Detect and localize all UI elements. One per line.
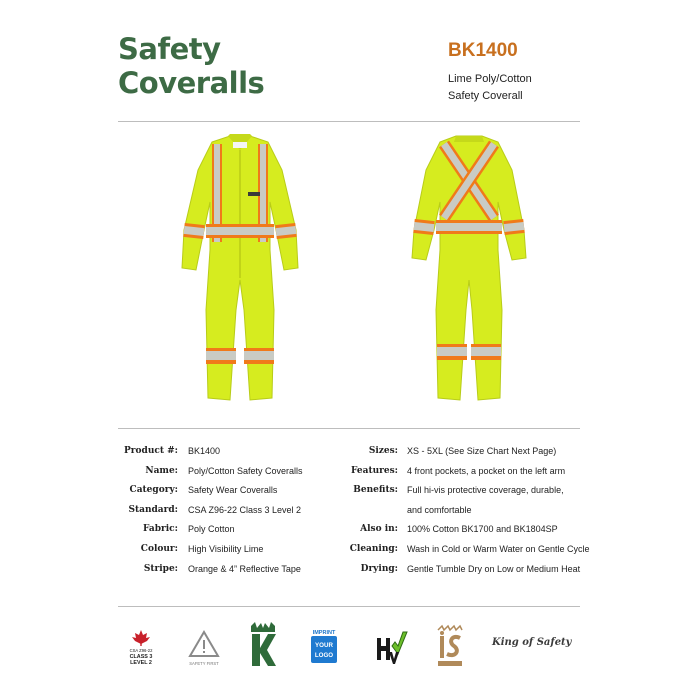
is-brand-logo bbox=[434, 624, 466, 668]
subtitle-line-1: Lime Poly/Cotton bbox=[448, 73, 532, 85]
spec-value: High Visibility Lime bbox=[188, 543, 264, 554]
spec-value: Full hi-vis protective coverage, durable, bbox=[407, 485, 564, 496]
spec-value: CSA Z96-22 Class 3 Level 2 bbox=[188, 504, 302, 515]
spec-row bbox=[118, 485, 348, 505]
imprint-line-3: LOGO bbox=[314, 652, 334, 659]
specs-right bbox=[336, 446, 590, 583]
spec-label: Colour: bbox=[140, 543, 178, 554]
page-title bbox=[118, 32, 264, 100]
divider-bottom bbox=[118, 606, 580, 607]
spec-label: Fabric: bbox=[143, 524, 178, 535]
specs-left bbox=[118, 446, 348, 583]
spec-row bbox=[336, 524, 586, 544]
spec-row bbox=[118, 524, 348, 544]
spec-label: Sizes: bbox=[368, 446, 398, 456]
spec-row bbox=[336, 446, 586, 466]
subtitle-line-2: Safety Coverall bbox=[448, 90, 523, 102]
brand-name: King of Safety bbox=[492, 637, 572, 648]
spec-value: Gentle Tumble Dry on Low or Medium Heat bbox=[407, 563, 581, 574]
safety-first-logo bbox=[186, 628, 222, 668]
spec-value: and comfortable bbox=[407, 504, 472, 515]
imprint-logo-badge bbox=[310, 628, 338, 664]
csa-line-2: CLASS 3 bbox=[129, 654, 153, 660]
spec-row bbox=[336, 485, 586, 505]
divider-middle bbox=[118, 428, 580, 429]
spec-row bbox=[336, 466, 586, 486]
spec-label: Name: bbox=[145, 465, 178, 476]
title-line-2: Coveralls bbox=[118, 66, 265, 100]
coverall-front-image bbox=[170, 130, 310, 410]
csa-line-3: LEVEL 2 bbox=[130, 660, 152, 666]
spec-label: Cleaning: bbox=[349, 543, 398, 554]
spec-row bbox=[118, 544, 348, 564]
spec-value: Poly Cotton bbox=[188, 524, 235, 535]
king-crown-logo bbox=[248, 622, 278, 668]
spec-label: Features: bbox=[350, 465, 398, 476]
spec-value: Orange & 4” Reflective Tape bbox=[188, 563, 301, 574]
csa-certification-logo bbox=[124, 628, 158, 668]
spec-label: Category: bbox=[129, 485, 178, 496]
spec-row bbox=[118, 446, 348, 466]
spec-label: Standard: bbox=[128, 504, 178, 515]
title-line-1: Safety bbox=[118, 32, 221, 66]
csa-line-1: CSA Z96-22 bbox=[129, 648, 153, 653]
spec-label: Product #: bbox=[124, 446, 178, 456]
spec-row bbox=[118, 564, 348, 584]
hi-vis-check-logo bbox=[374, 626, 408, 666]
product-subtitle bbox=[448, 71, 532, 105]
imprint-line-2: YOUR bbox=[315, 642, 333, 649]
spec-label: Benefits: bbox=[353, 485, 398, 496]
imprint-line-1: IMPRINT bbox=[312, 630, 336, 636]
spec-value: Wash in Cold or Warm Water on Gentle Cycle bbox=[407, 543, 590, 554]
spec-row bbox=[336, 505, 586, 525]
divider-top bbox=[118, 121, 580, 122]
spec-value: BK1400 bbox=[188, 446, 221, 456]
spec-row bbox=[118, 505, 348, 525]
spec-row bbox=[336, 543, 590, 564]
spec-label: Drying: bbox=[360, 563, 398, 574]
spec-value: XS - 5XL (See Size Chart Next Page) bbox=[407, 446, 557, 456]
spec-row bbox=[336, 564, 586, 584]
safety-first-text: SAFETY FIRST bbox=[189, 661, 219, 666]
spec-value: Poly/Cotton Safety Coveralls bbox=[188, 465, 303, 476]
spec-value: 100% Cotton BK1700 and BK1804SP bbox=[407, 524, 558, 535]
spec-row bbox=[118, 466, 348, 486]
spec-label: Stripe: bbox=[143, 563, 178, 574]
spec-value: 4 front pockets, a pocket on the left arm bbox=[407, 465, 566, 476]
spec-label: Also in: bbox=[360, 524, 398, 535]
product-code: BK1400 bbox=[448, 40, 518, 61]
spec-value: Safety Wear Coveralls bbox=[188, 485, 278, 496]
coverall-back-image bbox=[404, 130, 534, 410]
